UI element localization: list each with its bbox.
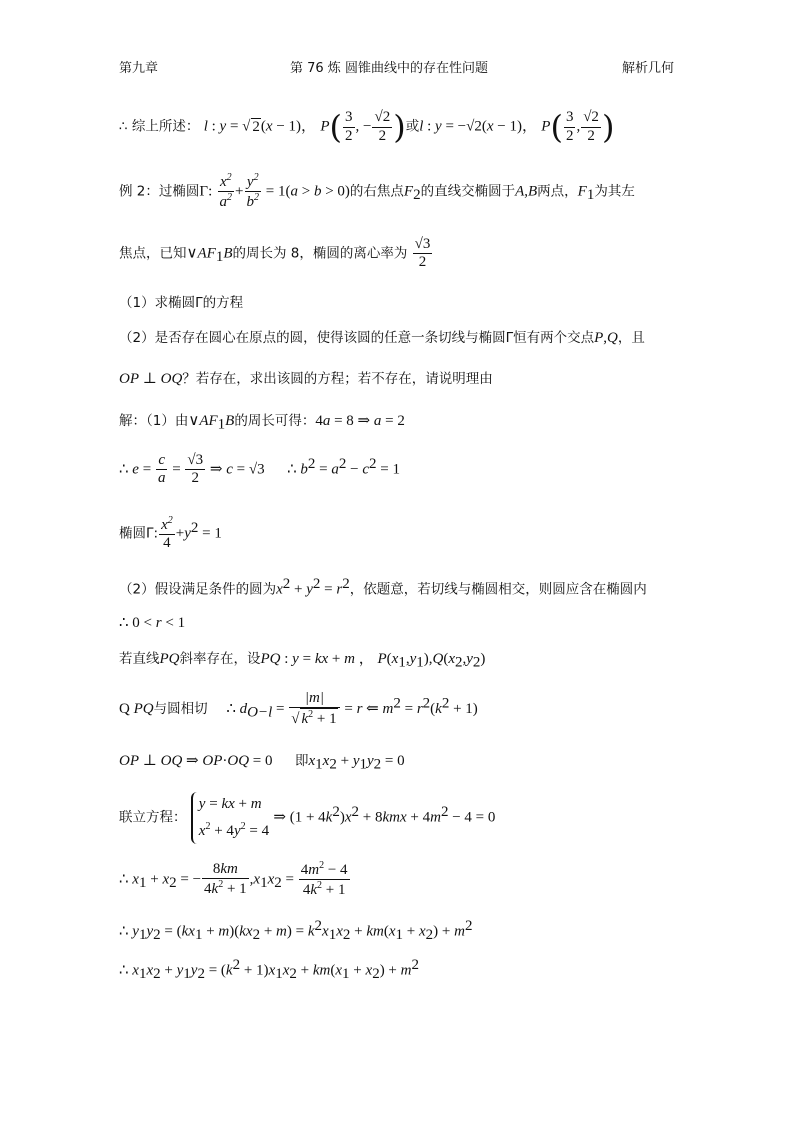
y-product-line: ∴ $y_1y_2 = (kx_1 + m)(kx_2 + m) = k^2x_1x_2 + km(x_1 + x_2) + m^2$ (119, 918, 473, 944)
question-1: （1）求椭圆Γ的方程 (119, 295, 244, 311)
part-2-line: （2）假设满足条件的圆为$x^2 + y^2 = r^2$，依题意，若切线与椭圆相交，则圆应含在椭圆内 (119, 576, 647, 598)
example-line: 例 2：过椭圆Γ: $\frac{x^2}{a^2}$ + $\frac{y^2}{b^2}$ = 1(a > b > 0)的右焦点$F_2$的直线交椭圆于A,B两点，$F_1$为其左 (119, 172, 635, 211)
ellipse-equation: 椭圆Γ: $\frac{x^2}{4}$ $+y^2 = 1$ (119, 515, 222, 552)
summary-line: ∴ 综上所述： l : y = √ 2(x − 1)， P( $\frac{3}{2}$ , − $\frac{√2}{2}$ )或l : y = −√2(x − 1)， P( $\frac{3}{2}$ , $\frac{√2}{2}$ ) (119, 108, 615, 146)
focus-line: 焦点，已知$\vee AF_1B$的周长为 8，椭圆的离心率为 $\frac{√3}{2}$ (119, 236, 431, 271)
system-line: 联立方程： y = kx + m $x^2 + 4y^2 = 4$ ⇒ $(1 + 4k^2)x^2 + 8kmx + 4m^2 - 4 = 0$ (119, 792, 495, 844)
header-title: 第 76 炼 圆锥曲线中的存在性问题 (290, 61, 488, 76)
tangent-line: Q PQ与圆相切 ∴ $d_{O-l}$ = $\frac{|m|}{√ k^2 + 1}$ = r ⇐ $m^2 = r^2(k^2 + 1)$ (119, 690, 478, 728)
question-2b: OP ⊥ OQ？若存在，求出该圆的方程；若不存在，请说明理由 (119, 371, 493, 387)
slope-line: 若直线PQ斜率存在，设PQ : y = kx + m ， $P(x_1,y_1),Q(x_2,y_2)$ (119, 651, 486, 671)
perpendicular-line: OP ⊥ OQ ⇒ OP·OQ = 0 即$x_1x_2 + y_1y_2 = 0$ (119, 753, 405, 773)
vieta-line: ∴ $x_1 + x_2$ = − $\frac{8km}{4k^2 + 1}$ $,x_1x_2$ = $\frac{4m^2 - 4}{4k^2 + 1}$ (119, 860, 348, 899)
header-chapter: 第九章 (119, 61, 159, 76)
header-subject: 解析几何 (622, 61, 675, 76)
question-2: （2）是否存在圆心在原点的圆，使得该圆的任意一条切线与椭圆Γ恒有两个交点P,Q，且 (119, 330, 645, 346)
eccentricity-line: ∴ e = $\frac{c}{a}$ = $\frac{√3}{2}$ ⇒ c = √3 ∴ $b^2 = a^2 - c^2 = 1$ (119, 452, 400, 487)
radius-range: ∴ 0 < r < 1 (119, 615, 186, 631)
solution-1: 解：（1）由$\vee AF_1B$的周长可得：4a = 8 ⇒ a = 2 (119, 413, 405, 433)
sum-line: ∴ $x_1x_2 + y_1y_2 = (k^2 + 1)x_1x_2 + km(x_1 + x_2) + m^2$ (119, 957, 419, 983)
